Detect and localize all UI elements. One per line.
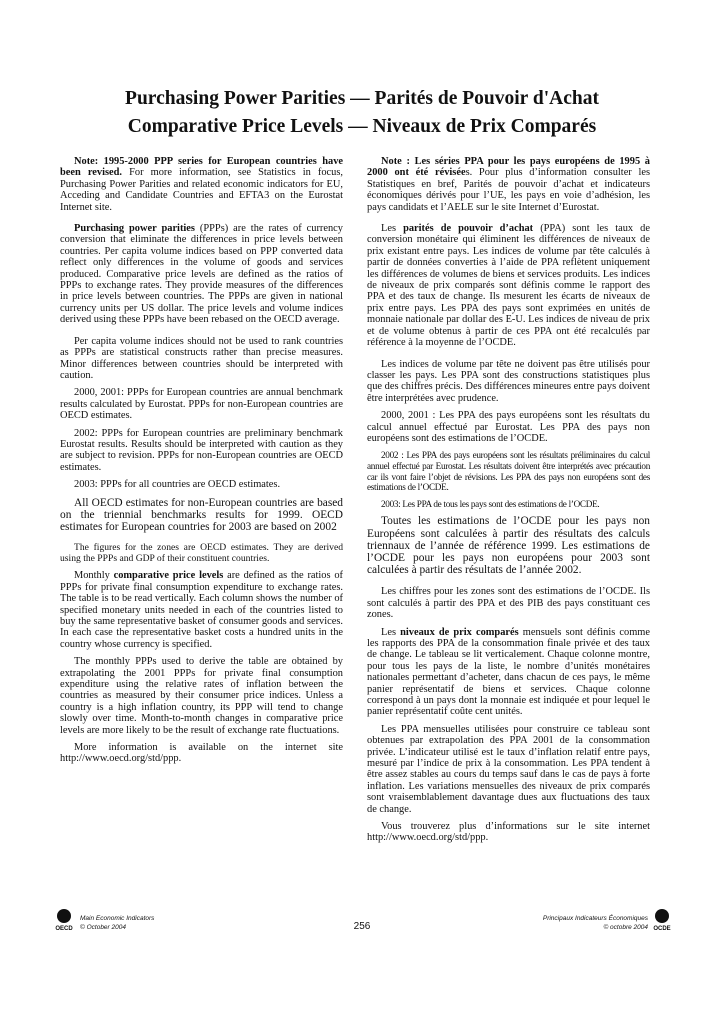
volume-indices-caution-fr: Les indices de volume par tête ne doivent pas être utilisés pour classer les pays. Les PPA sont des constructions statistiques plus que des chiffres précis. Des différences mineures entre pays doivent être interprétées avec prudence. xyxy=(367,358,650,404)
ocde-logo: OCDE xyxy=(648,909,676,932)
ppa-definition: Les parités de pouvoir d’achat (PPA) sont les taux de conversion monétaire qui éliminent les différences de niveaux de prix existant entre pays. Les indices de volume par tête calculés à partir de données converties à l’aide de PPA reflètent uniquement les différences de volumes de biens et services produits. Les indices de niveaux de prix comparés sont définis comme le rapport des PPA et des taux de change. Ils mesurent les écarts de niveaux de prix entre pays. Les PPA des pays sont exprimées en unités de monnaie nationale par dollar des E-U. Les indices de niveau de prix et de volume obtenus à partir de ces PPA ont été recalculés par référence à la moyenne de l’OCDE. xyxy=(367,223,650,349)
monthly-ppa-fr: Les PPA mensuelles utilisées pour construire ce tableau sont obtenues par extrapolation des PPA 2001 de la consommation privée. L’indicateur utilisé est le taux d’inflation relatif entre pays, mesuré par l’indice de prix à la consommation. Les PPA tendent à être assez stables au cours du temps sauf dans le cas de pays à forte inflation. Les variations mensuelles des niveaux de prix comparés sont vraisemblablement davantage dues aux fluctuations des taux de change. xyxy=(367,723,650,815)
note-2003: 2003: PPPs for all countries are OECD estimates. xyxy=(74,479,281,491)
note-2003-fr: 2003: Les PPA de tous les pays sont des estimations de l’OCDE. xyxy=(381,498,600,509)
revision-note-fr xyxy=(367,156,650,213)
cpl-term: comparative price levels xyxy=(113,570,224,582)
page-title-line-2: Comparative Price Levels — Niveaux de Prix Comparés xyxy=(127,116,597,137)
revision-note-fr-text: s. Pour plus d’information consulter les Statistiques en bref, Parités de pouvoir d’achat et indicateurs économiques dérivés pour l’UE, les pays en voie d’adhésion, les pays candidats et l’AELE sur le site Internet d’Eurostat. xyxy=(367,167,651,213)
oecd-logo: OECD xyxy=(50,909,78,932)
note-2002: 2002: PPPs for European countries are preliminary benchmark Eurostat results. Results should be interpreted with caution as they are subject to revision. PPPs for non-European countries are OECD estimates. xyxy=(60,427,343,473)
revision-note-text: For more information, see Statistics in focus, Purchasing Power Parities and related economic indicators for EU, Acceding and Candidate Countries and EFTA3 on the Eurostat Internet site. xyxy=(60,167,343,213)
ocde-globe-icon xyxy=(655,909,669,923)
revision-note-fr-bold: Note : Les séries PPA pour les pays européens de 1995 à 2000 ont été révisée xyxy=(367,156,650,179)
note-2000-2001-fr: 2000, 2001 : Les PPA des pays européens sont les résultats du calcul annuel effectué par Eurostat. Les PPA des pays non européens sont des estimations de l’OCDE. xyxy=(367,410,650,444)
monthly-ppps: The monthly PPPs used to derive the table are obtained by extrapolating the 2001 PPPs for private final consumption expenditure using the relative rates of inflation between the countries as measured by their consumer price indices. Unless a country is a high inflation country, its PPP will tend to change slowly over time. Month-to-month changes in comparative price levels are more likely to be the result of exchange rate fluctuations. xyxy=(60,656,343,736)
npc-term: niveaux de prix comparés xyxy=(400,626,519,638)
more-info-link-fr[interactable]: Vous trouverez plus d’informations sur le site internet http://www.oecd.org/std/ppp. xyxy=(367,821,650,844)
footer-left-text: Main Economic Indicators © October 2004 xyxy=(80,915,155,931)
page-number: 256 xyxy=(353,921,371,932)
revision-note xyxy=(60,156,343,213)
oecd-estimates-note-fr: Toutes les estimations de l’OCDE pour les pays non Européens sont calculées à partir des résultats des calculs triennaux de l’année de référence 1999. Les estimations de l’OCDE pour les pays non européens pour 2003 sont calculées à partir des résultats de l’année 2002. xyxy=(367,515,650,577)
comparative-price-levels: Monthly comparative price levels are defined as the ratios of PPPs for private final consumption expenditure to exchange rates. The table is to be read vertically. Each column shows the number of specified monetary units needed in each of the countries listed to buy the same representative basket of consumer goods and services. In each case the representative basket costs a hundred units in the country whose currency is specified. xyxy=(60,570,343,650)
oecd-estimates-note: All OECD estimates for non-European countries are based on the triennial benchmarks results for 1999. OECD estimates for European countries for 2003 are based on 2002 xyxy=(60,496,343,533)
zones-note-fr: Les chiffres pour les zones sont des estimations de l’OCDE. Ils sont calculés à partir des PPA et des PIB des pays constituant ces zones. xyxy=(367,586,650,621)
page-title-line-1: Purchasing Power Parities — Parités de Pouvoir d'Achat xyxy=(125,88,599,109)
note-2000-2001: 2000, 2001: PPPs for European countries are annual benchmark results calculated by Eurostat. PPPs for non-European countries are OECD estimates. xyxy=(60,387,343,422)
zones-note: The figures for the zones are OECD estimates. They are derived using the PPPs and GDP of their constituent countries. xyxy=(60,542,343,564)
ppp-definition xyxy=(60,223,343,326)
ppp-term: Purchasing power parities xyxy=(74,223,195,235)
english-column xyxy=(60,156,343,771)
revision-note-bold: Note: 1995-2000 PPP series for European countries have been revised. xyxy=(60,156,343,179)
comparative-price-levels-fr: Les niveaux de prix comparés mensuels sont définis comme les rapports des PPA de la consommation finale privée et des taux de change. Le tableau se lit verticalement. Chaque colonne montre, pour tous les pays de la liste, le nombre d’unités monétaires nationales permettant d’acheter, dans chacun de ces pays, le même panier représentatif de biens et services. Chaque colonne correspond à un pays dont la monnaie est indiquée et pour lequel le panier représentatif coûte cent unités. xyxy=(367,626,650,718)
ppp-definition-text: (PPPs) are the rates of currency conversion that eliminate the differences in price levels between countries. Per capita volume indices based on PPP converted data reflect only differences in the volume of goods and services produced. Comparative price levels are defined as the ratios of PPPs to exchange rates. They provide measures of the differences in price levels between countries. The PPPs are given in national currency units per US dollar. The price levels and volume indices derived using these PPPs have been rebased on the OECD average. xyxy=(60,223,343,326)
french-column xyxy=(367,156,650,850)
note-2002-fr: 2002 : Les PPA des pays européens sont les résultats préliminaires du calcul annuel effectué par Eurostat. Les résultats doivent être interprétés avec précaution car ils vont faire l’objet de révisions. Les PPA des pays non européens sont des estimations de l’OCDE. xyxy=(367,450,650,493)
more-info-link[interactable]: More information is available on the internet site http://www.oecd.org/std/ppp. xyxy=(60,742,343,765)
footer-right-text: Principaux Indicateurs Économiques © octobre 2004 xyxy=(542,915,648,931)
ppa-term: parités de pouvoir d’achat xyxy=(403,223,534,235)
page-footer xyxy=(0,907,724,947)
volume-indices-caution: Per capita volume indices should not be used to rank countries as PPPs are statistical constructs rather than precise measures. Minor differences between countries should be interpreted with caution. xyxy=(60,335,343,381)
